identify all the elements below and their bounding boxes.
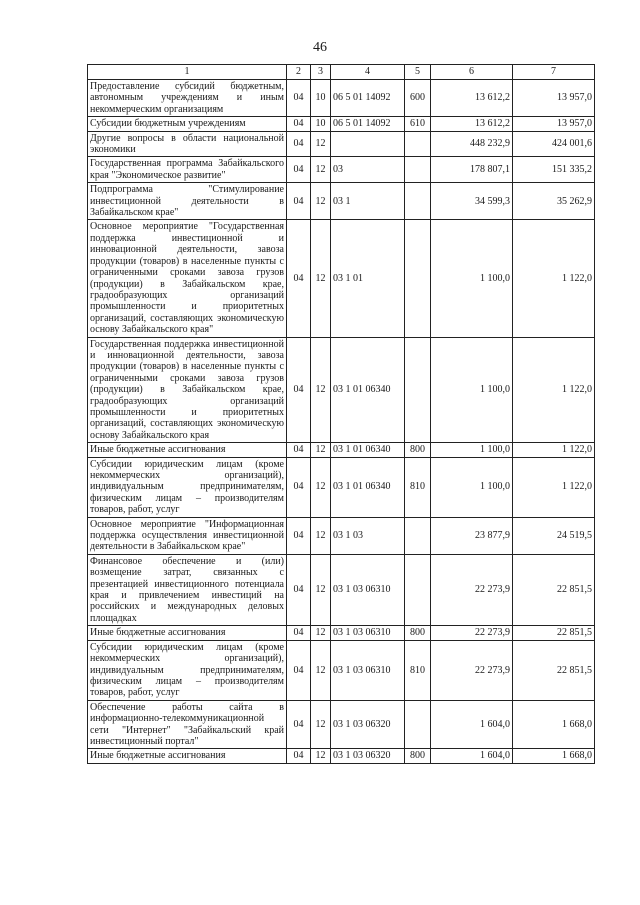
amount-year2-cell: 1 122,0 — [513, 457, 595, 517]
row-name-cell: Обеспечение работы сайта в информационно-телекоммуникационной сети "Интернет" "Забайкальский край инвестиционный портал" — [88, 700, 287, 749]
section-code-cell: 04 — [287, 457, 311, 517]
header-cell: 6 — [431, 65, 513, 80]
expense-type-cell: 800 — [405, 749, 431, 763]
amount-year2-cell: 1 122,0 — [513, 443, 595, 457]
section-code-cell: 04 — [287, 749, 311, 763]
amount-year1-cell: 1 604,0 — [431, 700, 513, 749]
row-name-cell: Основное мероприятие "Государственная поддержка инвестиционной и инновационной деятельности, завоза продукции (товаров) в населенные пункты с ограниченными сроками завоза грузов (продукции) в Забайкальском крае, градообразующих организаций промышленности и приоритетных организаций, составляющих экономическую основу Забайкальского края" — [88, 220, 287, 337]
amount-year2-cell: 22 851,5 — [513, 626, 595, 640]
table-row — [88, 457, 595, 517]
subsection-code-cell: 12 — [311, 337, 331, 443]
target-article-cell: 03 1 03 06320 — [331, 700, 405, 749]
amount-year1-cell: 23 877,9 — [431, 517, 513, 554]
budget-table — [87, 64, 595, 764]
subsection-code-cell: 12 — [311, 554, 331, 625]
table-row — [88, 117, 595, 131]
table-row — [88, 183, 595, 220]
expense-type-cell: 810 — [405, 640, 431, 700]
amount-year1-cell: 1 100,0 — [431, 457, 513, 517]
subsection-code-cell: 10 — [311, 117, 331, 131]
section-code-cell: 04 — [287, 517, 311, 554]
expense-type-cell — [405, 554, 431, 625]
subsection-code-cell: 12 — [311, 131, 331, 157]
subsection-code-cell: 10 — [311, 80, 331, 117]
amount-year1-cell: 448 232,9 — [431, 131, 513, 157]
table-row — [88, 131, 595, 157]
header-cell: 2 — [287, 65, 311, 80]
amount-year2-cell: 22 851,5 — [513, 640, 595, 700]
target-article-cell: 03 1 03 06310 — [331, 626, 405, 640]
section-code-cell: 04 — [287, 131, 311, 157]
header-cell: 1 — [88, 65, 287, 80]
row-name-cell: Субсидии юридическим лицам (кроме некоммерческих организаций), индивидуальным предпринимателям, физическим лицам – производителям товаров, работ, услуг — [88, 640, 287, 700]
target-article-cell: 03 — [331, 157, 405, 183]
subsection-code-cell: 12 — [311, 749, 331, 763]
row-name-cell: Основное мероприятие "Информационная поддержка осуществления инвестиционной деятельности в Забайкальском крае" — [88, 517, 287, 554]
header-cell: 5 — [405, 65, 431, 80]
amount-year2-cell: 13 957,0 — [513, 117, 595, 131]
header-cell: 7 — [513, 65, 595, 80]
target-article-cell: 03 1 03 06310 — [331, 640, 405, 700]
expense-type-cell — [405, 220, 431, 337]
amount-year1-cell: 22 273,9 — [431, 554, 513, 625]
header-cell: 3 — [311, 65, 331, 80]
expense-type-cell: 610 — [405, 117, 431, 131]
amount-year1-cell: 34 599,3 — [431, 183, 513, 220]
amount-year1-cell: 1 100,0 — [431, 337, 513, 443]
row-name-cell: Субсидии юридическим лицам (кроме некоммерческих организаций), индивидуальным предпринимателям, физическим лицам – производителям товаров, работ, услуг — [88, 457, 287, 517]
subsection-code-cell: 12 — [311, 626, 331, 640]
amount-year2-cell: 424 001,6 — [513, 131, 595, 157]
amount-year2-cell: 1 122,0 — [513, 220, 595, 337]
subsection-code-cell: 12 — [311, 157, 331, 183]
expense-type-cell — [405, 700, 431, 749]
subsection-code-cell: 12 — [311, 183, 331, 220]
amount-year1-cell: 178 807,1 — [431, 157, 513, 183]
section-code-cell: 04 — [287, 554, 311, 625]
row-name-cell: Подпрограмма "Стимулирование инвестиционной деятельности в Забайкальском крае" — [88, 183, 287, 220]
table-row — [88, 749, 595, 763]
section-code-cell: 04 — [287, 117, 311, 131]
section-code-cell: 04 — [287, 157, 311, 183]
subsection-code-cell: 12 — [311, 443, 331, 457]
header-cell: 4 — [331, 65, 405, 80]
amount-year2-cell: 1 122,0 — [513, 337, 595, 443]
expense-type-cell — [405, 131, 431, 157]
section-code-cell: 04 — [287, 640, 311, 700]
amount-year2-cell: 22 851,5 — [513, 554, 595, 625]
amount-year1-cell: 13 612,2 — [431, 80, 513, 117]
table-row — [88, 626, 595, 640]
amount-year2-cell: 1 668,0 — [513, 749, 595, 763]
table-row — [88, 517, 595, 554]
table-row — [88, 554, 595, 625]
expense-type-cell — [405, 517, 431, 554]
section-code-cell: 04 — [287, 626, 311, 640]
expense-type-cell: 800 — [405, 443, 431, 457]
subsection-code-cell: 12 — [311, 517, 331, 554]
subsection-code-cell: 12 — [311, 220, 331, 337]
target-article-cell: 03 1 — [331, 183, 405, 220]
row-name-cell: Финансовое обеспечение и (или) возмещение затрат, связанных с презентацией инвестиционного потенциала края и привлечением инвестиций на российских и международных деловых площадках — [88, 554, 287, 625]
row-name-cell: Иные бюджетные ассигнования — [88, 443, 287, 457]
section-code-cell: 04 — [287, 183, 311, 220]
subsection-code-cell: 12 — [311, 457, 331, 517]
table-row — [88, 337, 595, 443]
target-article-cell: 03 1 03 — [331, 517, 405, 554]
expense-type-cell: 800 — [405, 626, 431, 640]
table-row — [88, 640, 595, 700]
amount-year1-cell: 1 100,0 — [431, 443, 513, 457]
row-name-cell: Государственная поддержка инвестиционной и инновационной деятельности, завоза продукции (товаров) в населенные пункты с ограниченными сроками завоза грузов (продукции) в Забайкальском крае, градообразующих организаций промышленности и приоритетных организаций, составляющих экономическую основу Забайкальского края — [88, 337, 287, 443]
target-article-cell — [331, 131, 405, 157]
target-article-cell: 03 1 01 06340 — [331, 337, 405, 443]
subsection-code-cell: 12 — [311, 640, 331, 700]
subsection-code-cell: 12 — [311, 700, 331, 749]
amount-year1-cell: 1 100,0 — [431, 220, 513, 337]
table-row — [88, 80, 595, 117]
row-name-cell: Иные бюджетные ассигнования — [88, 626, 287, 640]
table-row — [88, 443, 595, 457]
table-row — [88, 700, 595, 749]
section-code-cell: 04 — [287, 80, 311, 117]
row-name-cell: Предоставление субсидий бюджетным, автономным учреждениям и иным некоммерческим организациям — [88, 80, 287, 117]
amount-year2-cell: 35 262,9 — [513, 183, 595, 220]
target-article-cell: 06 5 01 14092 — [331, 80, 405, 117]
table-row — [88, 157, 595, 183]
amount-year1-cell: 1 604,0 — [431, 749, 513, 763]
amount-year2-cell: 1 668,0 — [513, 700, 595, 749]
target-article-cell: 03 1 01 — [331, 220, 405, 337]
row-name-cell: Государственная программа Забайкальского края "Экономическое развитие" — [88, 157, 287, 183]
page-number: 46 — [313, 40, 327, 55]
expense-type-cell: 600 — [405, 80, 431, 117]
expense-type-cell — [405, 183, 431, 220]
header-row — [88, 65, 595, 80]
amount-year1-cell: 22 273,9 — [431, 640, 513, 700]
target-article-cell: 06 5 01 14092 — [331, 117, 405, 131]
target-article-cell: 03 1 03 06310 — [331, 554, 405, 625]
row-name-cell: Иные бюджетные ассигнования — [88, 749, 287, 763]
expense-type-cell — [405, 157, 431, 183]
target-article-cell: 03 1 03 06320 — [331, 749, 405, 763]
section-code-cell: 04 — [287, 700, 311, 749]
expense-type-cell — [405, 337, 431, 443]
row-name-cell: Субсидии бюджетным учреждениям — [88, 117, 287, 131]
section-code-cell: 04 — [287, 337, 311, 443]
target-article-cell: 03 1 01 06340 — [331, 443, 405, 457]
amount-year1-cell: 13 612,2 — [431, 117, 513, 131]
amount-year2-cell: 13 957,0 — [513, 80, 595, 117]
amount-year2-cell: 24 519,5 — [513, 517, 595, 554]
amount-year2-cell: 151 335,2 — [513, 157, 595, 183]
table-row — [88, 220, 595, 337]
target-article-cell: 03 1 01 06340 — [331, 457, 405, 517]
section-code-cell: 04 — [287, 443, 311, 457]
row-name-cell: Другие вопросы в области национальной экономики — [88, 131, 287, 157]
expense-type-cell: 810 — [405, 457, 431, 517]
section-code-cell: 04 — [287, 220, 311, 337]
amount-year1-cell: 22 273,9 — [431, 626, 513, 640]
